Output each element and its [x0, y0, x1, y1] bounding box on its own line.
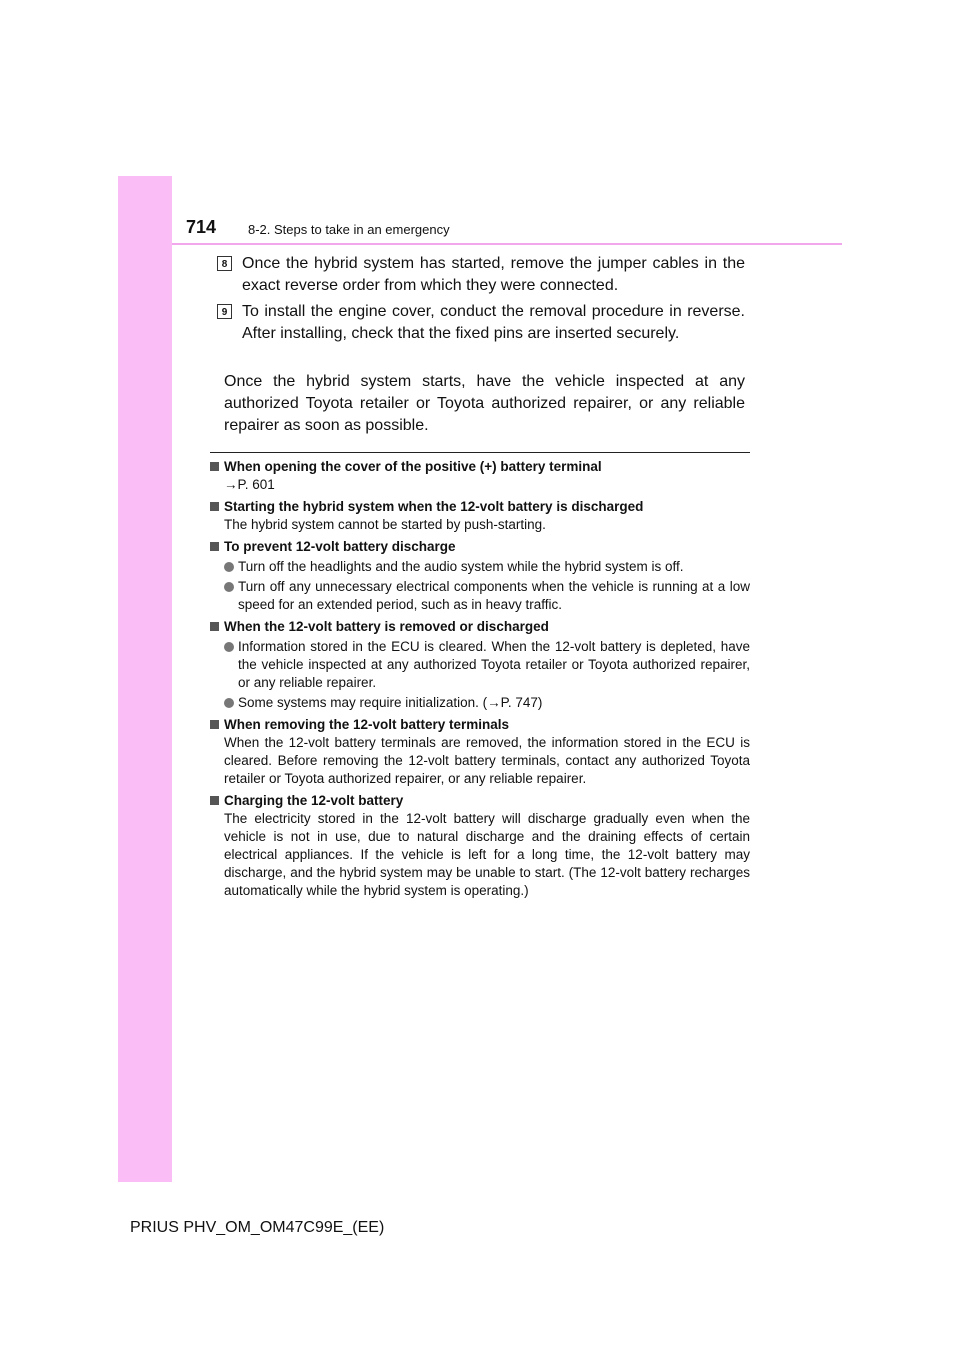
step-9-text: To install the engine cover, conduct the removal procedure in reverse. After installing, check that the fixed pins are inserted securely. [242, 303, 745, 342]
note-body: The hybrid system cannot be started by push-starting. [224, 517, 546, 532]
note-heading: When removing the 12-volt battery terminals [224, 717, 510, 732]
note-opening-cover [210, 458, 750, 494]
note-body: When the 12-volt battery terminals are removed, the information stored in the ECU is cleared. Before removing the 12-volt battery terminals, contact any authorized Toyota retailer or Toyota authorized repairer, or any reliable repairer. [224, 735, 750, 786]
note-heading: When the 12-volt battery is removed or discharged [224, 619, 549, 634]
square-bullet-icon [210, 502, 219, 511]
header-divider [172, 243, 842, 245]
bullet-text: Information stored in the ECU is cleared. When the 12-volt battery is depleted, have the vehicle inspected at any authorized Toyota retailer or Toyota authorized repairer, or any reliable repairer. [238, 639, 750, 690]
note-body: The electricity stored in the 12-volt battery will discharge gradually even when the vehicle is not in use, due to natural discharge and the draining effects of certain electrical appliances. If the vehicle is left for a long time, the 12-volt battery may discharge, and the hybrid system may be unable to start. (The 12-volt battery recharges automatically while the hybrid system is operating.) [224, 811, 750, 898]
note-heading: Charging the 12-volt battery [224, 793, 404, 808]
notes-section [210, 458, 750, 904]
note-prevent-discharge [210, 538, 750, 614]
step-number-9: 9 [217, 304, 232, 319]
bullet-text-reference[interactable]: Some systems may require initialization. (→P. 747) [238, 695, 543, 710]
square-bullet-icon [210, 796, 219, 805]
step-8-text: Once the hybrid system has started, remove the jumper cables in the exact reverse order from which they were connected. [242, 255, 745, 294]
circle-bullet-icon [224, 562, 234, 572]
page-reference-link[interactable]: →P. 601 [224, 477, 275, 492]
square-bullet-icon [210, 622, 219, 631]
note-heading: Starting the hybrid system when the 12-volt battery is discharged [224, 499, 644, 514]
note-charging-battery [210, 792, 750, 900]
note-removed-discharged [210, 618, 750, 712]
notes-divider [210, 452, 750, 453]
note-starting-discharged [210, 498, 750, 534]
circle-bullet-icon [224, 582, 234, 592]
bullet-text: Turn off any unnecessary electrical components when the vehicle is running at a low speed for an extended period, such as in heavy traffic. [238, 579, 750, 612]
inspection-paragraph: Once the hybrid system starts, have the vehicle inspected at any authorized Toyota retailer or Toyota authorized repairer, or any reliable repairer as soon as possible. [224, 373, 745, 434]
bullet-text: Turn off the headlights and the audio system while the hybrid system is off. [238, 559, 684, 574]
document-footer: PRIUS PHV_OM_OM47C99E_(EE) [130, 1219, 385, 1236]
page-number: 714 [186, 217, 217, 237]
note-removing-terminals [210, 716, 750, 788]
section-title: 8-2. Steps to take in an emergency [248, 222, 450, 237]
note-heading: To prevent 12-volt battery discharge [224, 539, 456, 554]
section-sidebar-tab [118, 176, 172, 1182]
note-heading: When opening the cover of the positive (+) battery terminal [224, 459, 602, 474]
circle-bullet-icon [224, 698, 234, 708]
circle-bullet-icon [224, 642, 234, 652]
square-bullet-icon [210, 462, 219, 471]
step-number-8: 8 [217, 256, 232, 271]
square-bullet-icon [210, 542, 219, 551]
square-bullet-icon [210, 720, 219, 729]
